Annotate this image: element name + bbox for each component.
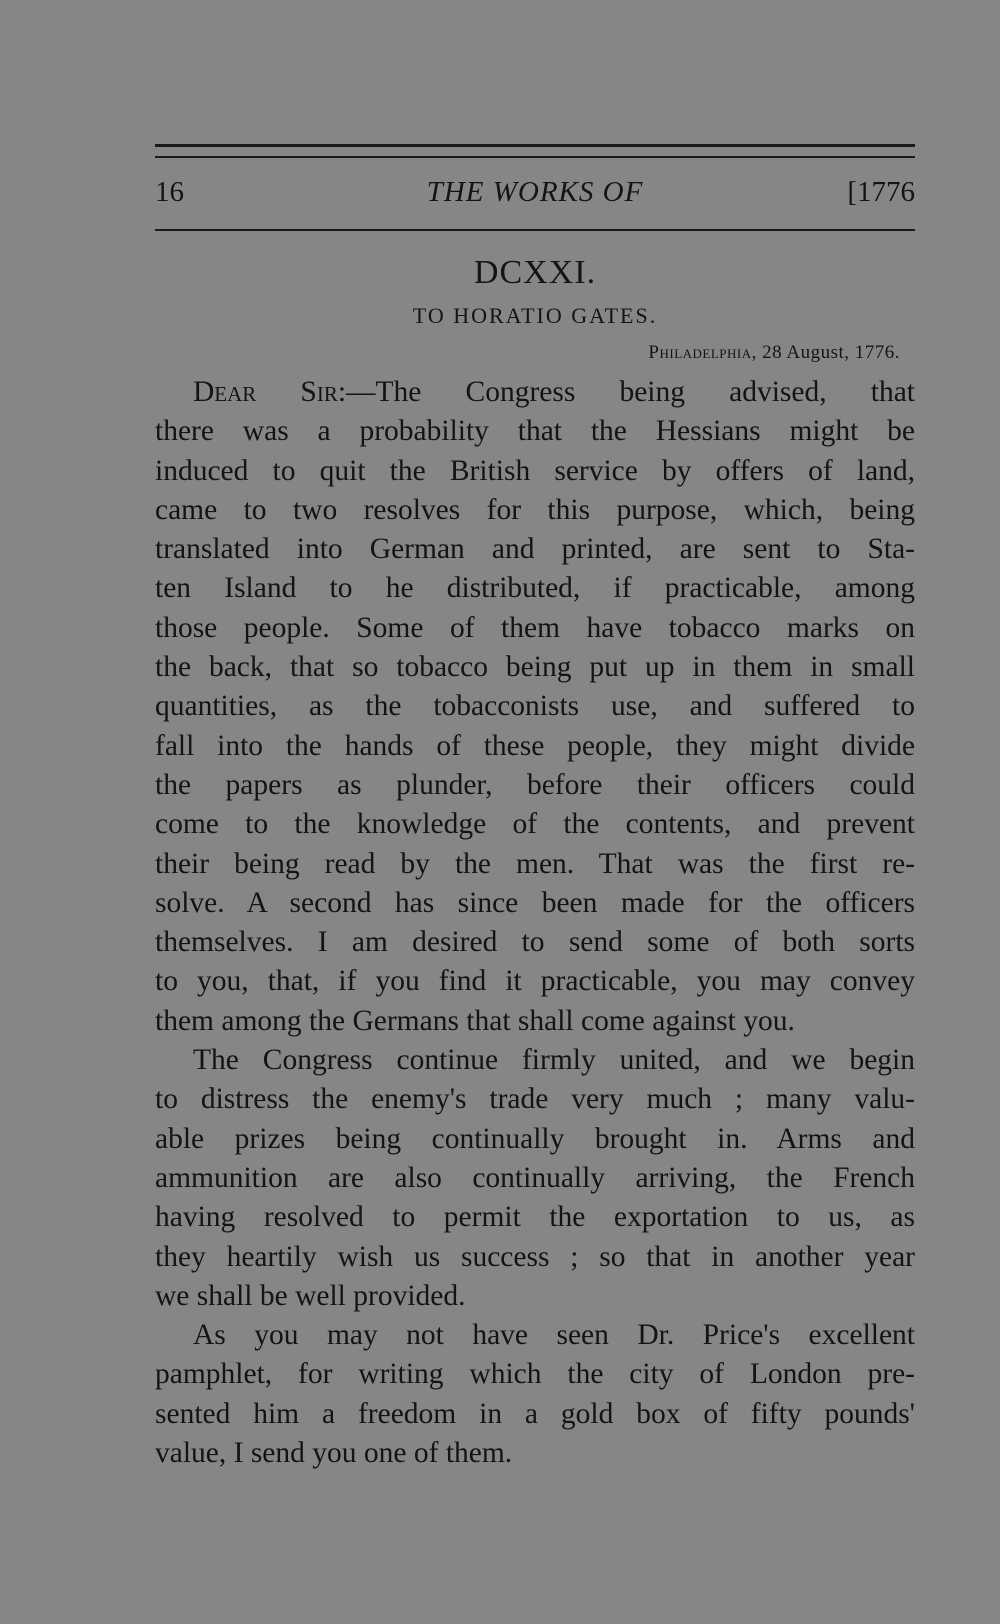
- body-line: ammunition are also continually arriving, the French: [155, 1161, 915, 1194]
- running-head: [155, 176, 915, 216]
- body-line: the papers as plunder, before their officers could: [155, 768, 915, 801]
- body-line: induced to quit the British service by offers of land,: [155, 454, 915, 487]
- body-line: solve. A second has since been made for the officers: [155, 886, 915, 919]
- salutation: Dear Sir: [193, 376, 338, 408]
- body-line: they heartily wish us success ; so that in another year: [155, 1240, 915, 1273]
- running-year: [1776: [847, 176, 915, 208]
- body-line: came to two resolves for this purpose, which, being: [155, 493, 915, 526]
- body-line: there was a probability that the Hessians might be: [155, 415, 915, 448]
- letter-addressee: TO HORATIO GATES.: [412, 303, 658, 328]
- body-line: themselves. I am desired to send some of both sorts: [155, 926, 915, 959]
- body-line: The Congress continue firmly united, and we begin: [193, 1044, 915, 1077]
- running-title: THE WORKS OF: [426, 176, 644, 208]
- body-line: to distress the enemy's trade very much ; many valu-: [155, 1083, 915, 1116]
- body-line: their being read by the men. That was the first re-: [155, 847, 915, 880]
- body-line: the back, that so tobacco being put up in them in small: [155, 651, 915, 684]
- body-line: able prizes being continually brought in. Arms and: [155, 1122, 915, 1155]
- letter-number: DCXXI.: [473, 254, 597, 291]
- header-rule-under: [155, 229, 915, 231]
- body-line: come to the knowledge of the contents, and prevent: [155, 808, 915, 841]
- body-line: translated into German and printed, are sent to Sta-: [155, 533, 915, 566]
- body-line: to you, that, if you find it practicable, you may convey: [155, 965, 915, 998]
- body-line-text: :—The Congress being advised, that: [337, 376, 915, 408]
- body-line: them among the Germans that shall come against you.: [155, 1004, 795, 1037]
- body-line: sented him a freedom in a gold box of fifty pounds': [155, 1397, 915, 1430]
- body-line: value, I send you one of them.: [155, 1437, 513, 1470]
- page-number: 16: [155, 176, 184, 208]
- body-line: quantities, as the tobacconists use, and suffered to: [155, 690, 915, 723]
- letter-dateline: [648, 342, 900, 364]
- body-line: pamphlet, for writing which the city of London pre-: [155, 1358, 915, 1391]
- body-line: fall into the hands of these people, they might divide: [155, 729, 915, 762]
- header-rule-top: [155, 144, 915, 147]
- body-line: As you may not have seen Dr. Price's excellent: [193, 1319, 915, 1352]
- dateline-date: 28 August, 1776.: [762, 342, 900, 363]
- body-line: [155, 373, 915, 412]
- body-line: we shall be well provided.: [155, 1279, 466, 1312]
- body-line: ten Island to he distributed, if practicable, among: [155, 572, 915, 605]
- dateline-place: Philadelphia,: [648, 342, 757, 363]
- header-rule-second: [155, 156, 915, 158]
- body-line: those people. Some of them have tobacco marks on: [155, 611, 915, 644]
- body-line: having resolved to permit the exportation to us, as: [155, 1201, 915, 1234]
- letter-body: [155, 373, 915, 1473]
